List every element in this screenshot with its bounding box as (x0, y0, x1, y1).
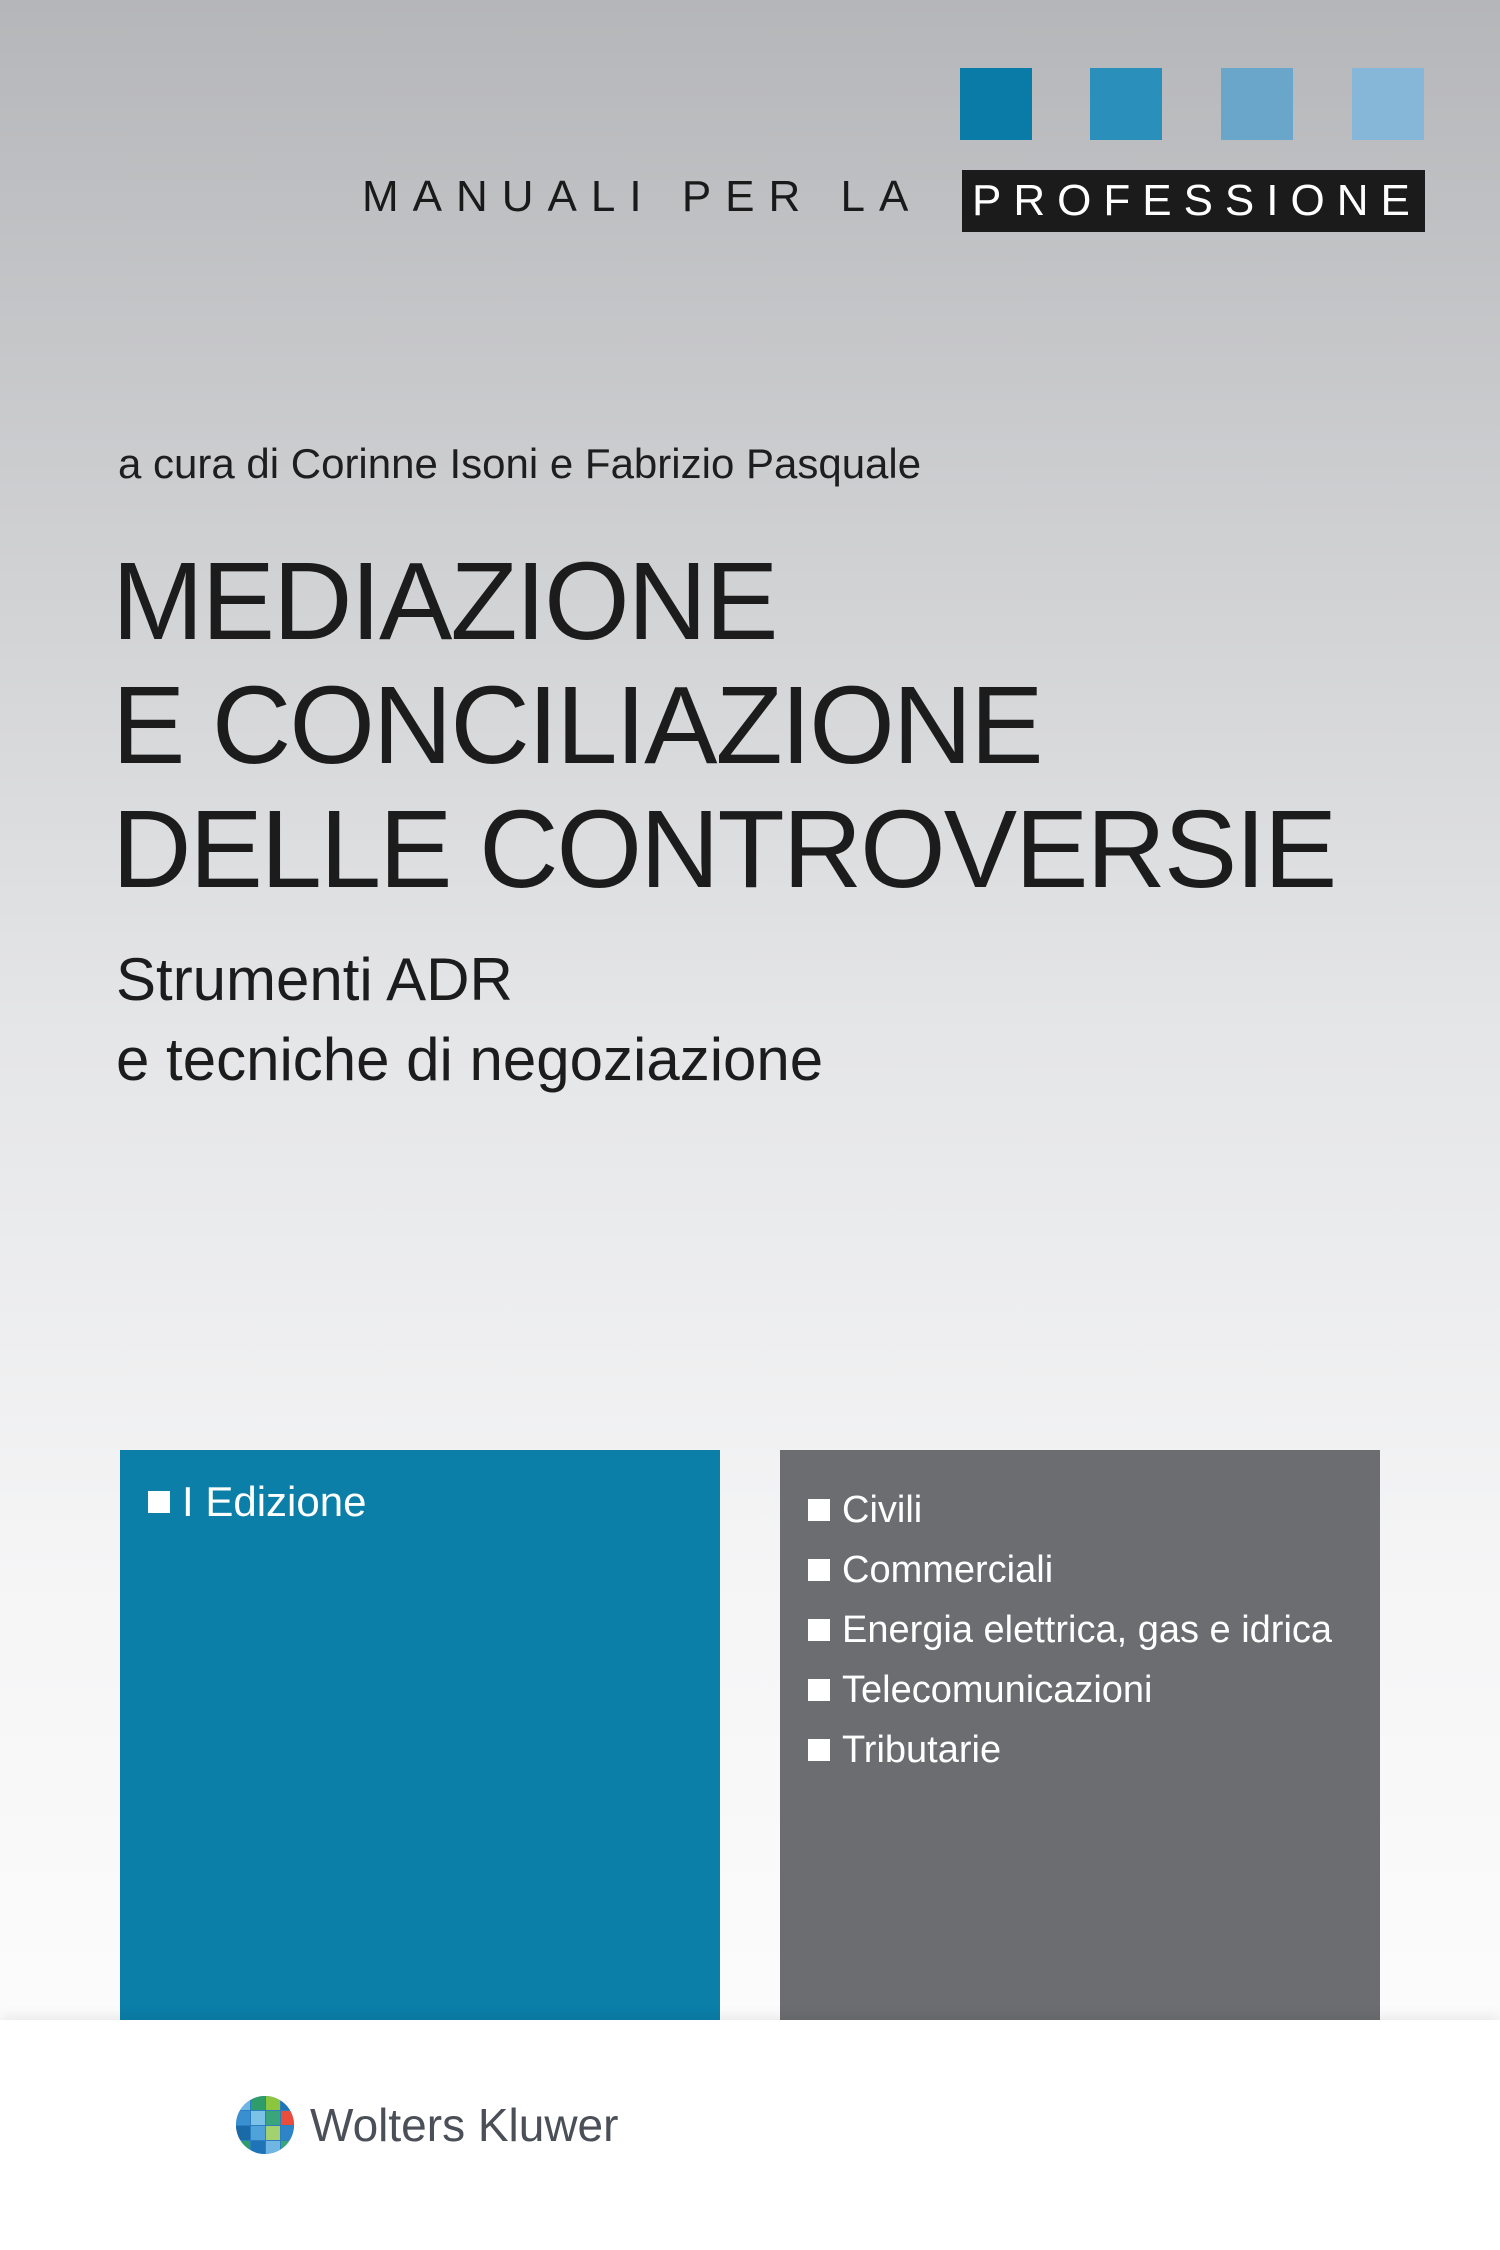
topic-label: Tributarie (842, 1728, 1002, 1771)
editors-line: a cura di Corinne Isoni e Fabrizio Pasquale (118, 440, 922, 487)
topic-label: Energia elettrica, gas e idrica (842, 1608, 1333, 1651)
series-square-4 (1352, 68, 1424, 140)
wolters-kluwer-globe-icon (234, 2094, 296, 2156)
publisher-name: Wolters Kluwer (310, 2099, 619, 2151)
square-bullet-icon (808, 1619, 830, 1641)
series-square-3 (1221, 68, 1293, 140)
topic-label: Telecomunicazioni (842, 1668, 1153, 1711)
title-line-3: DELLE CONTROVERSIE (112, 788, 1336, 911)
series-name (362, 162, 1425, 232)
topic-item (808, 1720, 1332, 1780)
edition-label: I Edizione (182, 1478, 367, 1525)
title-line-2: E CONCILIAZIONE (112, 664, 1042, 787)
square-bullet-icon (808, 1739, 830, 1761)
title-line-1: MEDIAZIONE (112, 540, 777, 663)
series-square-1 (960, 68, 1032, 140)
topic-label: Civili (842, 1488, 923, 1531)
square-bullet-icon (148, 1491, 170, 1513)
publisher-logo (234, 2094, 618, 2156)
square-bullet-icon (808, 1559, 830, 1581)
topic-item (808, 1480, 1332, 1540)
series-prefix: MANUALI PER LA (362, 172, 923, 221)
series-square-2 (1090, 68, 1162, 140)
topic-item (808, 1660, 1332, 1720)
topic-item (808, 1540, 1332, 1600)
square-bullet-icon (808, 1679, 830, 1701)
series-color-squares (960, 68, 1425, 142)
topic-label: Commerciali (842, 1548, 1054, 1591)
series-highlight: PROFESSIONE (962, 170, 1425, 232)
book-subtitle (116, 940, 823, 1100)
topic-item (808, 1600, 1332, 1660)
bottom-band (0, 2020, 1500, 2250)
book-title (112, 540, 1452, 912)
subtitle-line-1: Strumenti ADR (116, 946, 513, 1013)
edition-item (148, 1478, 366, 1526)
topics-list (808, 1480, 1332, 1780)
subtitle-line-2: e tecniche di negoziazione (116, 1026, 824, 1093)
topics-panel (780, 1450, 1380, 2020)
edition-panel (120, 1450, 720, 2020)
square-bullet-icon (808, 1499, 830, 1521)
